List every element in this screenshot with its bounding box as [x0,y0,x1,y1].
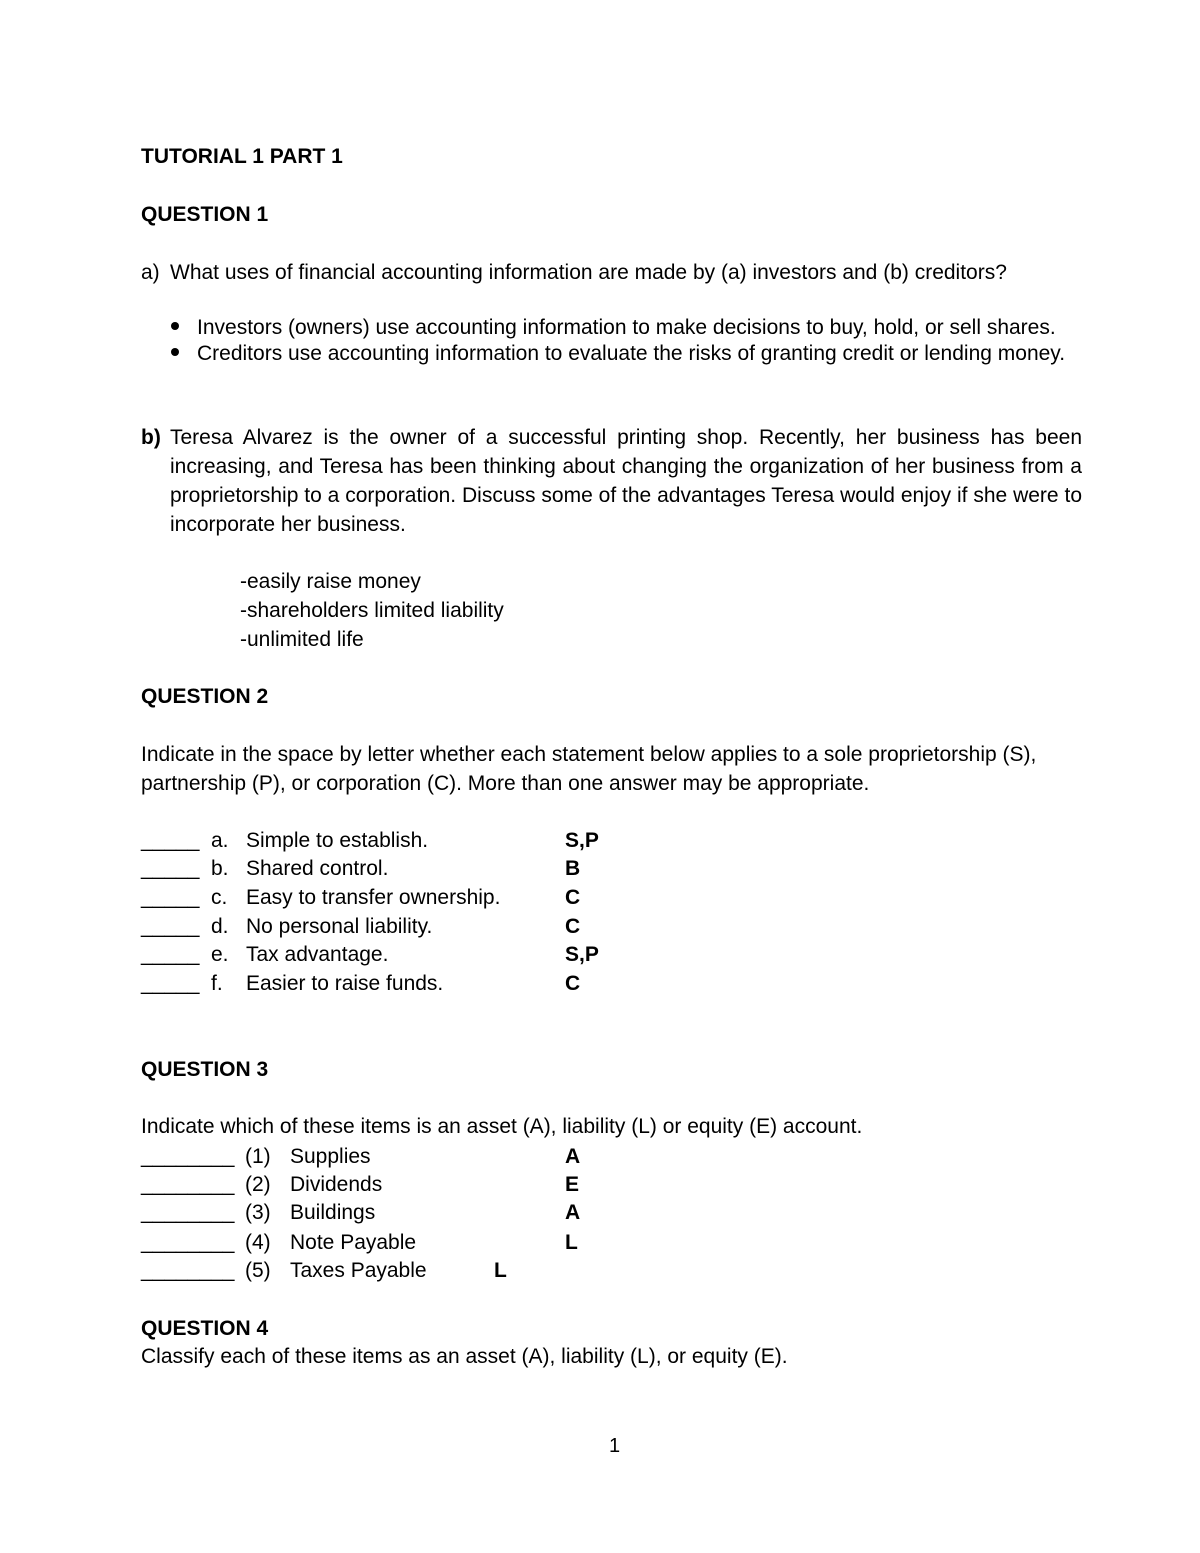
question-4-heading: QUESTION 4 [141,1317,269,1340]
answer-blank[interactable]: ________ [141,1259,235,1282]
q2-item-letter: a. [211,829,229,852]
q1-b-answer: -unlimited life [240,628,364,651]
question-1-heading: QUESTION 1 [141,203,269,226]
q3-item-text: Taxes Payable [290,1259,427,1282]
q2-item-text: Tax advantage. [246,943,389,966]
q2-item-text: No personal liability. [246,915,433,938]
q3-instruction: Indicate which of these items is an asset (A), liability (L) or equity (E) account. [141,1115,863,1138]
q3-item-answer: E [565,1173,580,1196]
q3-item-answer: A [565,1145,581,1168]
answer-blank[interactable]: _____ [141,972,200,995]
answer-blank[interactable]: _____ [141,915,200,938]
q2-item-letter: c. [211,886,228,909]
question-3-heading: QUESTION 3 [141,1058,269,1081]
q3-item-text: Buildings [290,1201,376,1224]
q1-b-answer: -easily raise money [240,570,421,593]
q2-item-letter: d. [211,915,229,938]
answer-blank[interactable]: ________ [141,1231,235,1254]
question-2-heading: QUESTION 2 [141,685,269,708]
q2-item-letter: e. [211,943,229,966]
q3-item-number: (5) [245,1259,271,1282]
answer-blank[interactable]: _____ [141,829,200,852]
q2-item-answer: C [565,915,581,938]
page-number: 1 [609,1435,621,1457]
q3-item-number: (3) [245,1201,271,1224]
q2-item-answer: S,P [565,943,599,966]
q1-bullet-creditors: Creditors use accounting information to evaluate the risks of granting credit or lending money. [197,342,1066,365]
q3-item-number: (1) [245,1145,271,1168]
q1-b-answer: -shareholders limited liability [240,599,504,622]
answer-blank[interactable]: _____ [141,886,200,909]
q3-item-answer: L [494,1259,507,1282]
q2-item-answer: C [565,886,581,909]
q1-part-b-marker: b) [141,426,161,449]
answer-blank[interactable]: ________ [141,1145,235,1168]
answer-blank[interactable]: ________ [141,1173,235,1196]
q2-item-letter: b. [211,857,229,880]
q2-item-text: Shared control. [246,857,389,880]
q2-item-text: Easy to transfer ownership. [246,886,501,909]
q3-item-number: (4) [245,1231,271,1254]
q1-part-b-question: Teresa Alvarez is the owner of a successful printing shop. Recently, her business has been increasing, and Teresa has been thinking about changing the organization of her business from a proprietorship to a corporation. Discuss some of the advantages Teresa would enjoy if she were to incorporate her business. [170,426,1082,536]
bullet-icon [171,348,179,356]
answer-blank[interactable]: _____ [141,943,200,966]
q2-item-text: Easier to raise funds. [246,972,444,995]
bullet-icon [171,322,179,330]
q2-item-text: Simple to establish. [246,829,429,852]
q3-item-text: Dividends [290,1173,383,1196]
q2-item-answer: C [565,972,581,995]
q1-bullet-investors: Investors (owners) use accounting information to make decisions to buy, hold, or sell shares. [197,316,1056,339]
q3-item-text: Note Payable [290,1231,417,1254]
document-title: TUTORIAL 1 PART 1 [141,145,343,168]
q3-item-number: (2) [245,1173,271,1196]
q2-instruction: Indicate in the space by letter whether each statement below applies to a sole proprietorship (S), partnership (P), or corporation (C). More than one answer may be appropriate. [141,743,1037,795]
q2-item-letter: f. [211,972,223,995]
q1-part-a-question: What uses of financial accounting information are made by (a) investors and (b) creditors? [170,261,1007,284]
q2-item-answer: B [565,857,581,880]
q3-item-answer: L [565,1231,578,1254]
answer-blank[interactable]: _____ [141,857,200,880]
answer-blank[interactable]: ________ [141,1201,235,1224]
q4-instruction: Classify each of these items as an asset (A), liability (L), or equity (E). [141,1345,788,1368]
q2-item-answer: S,P [565,829,599,852]
q3-item-answer: A [565,1201,581,1224]
q1-part-a-marker: a) [141,261,160,284]
q3-item-text: Supplies [290,1145,371,1168]
